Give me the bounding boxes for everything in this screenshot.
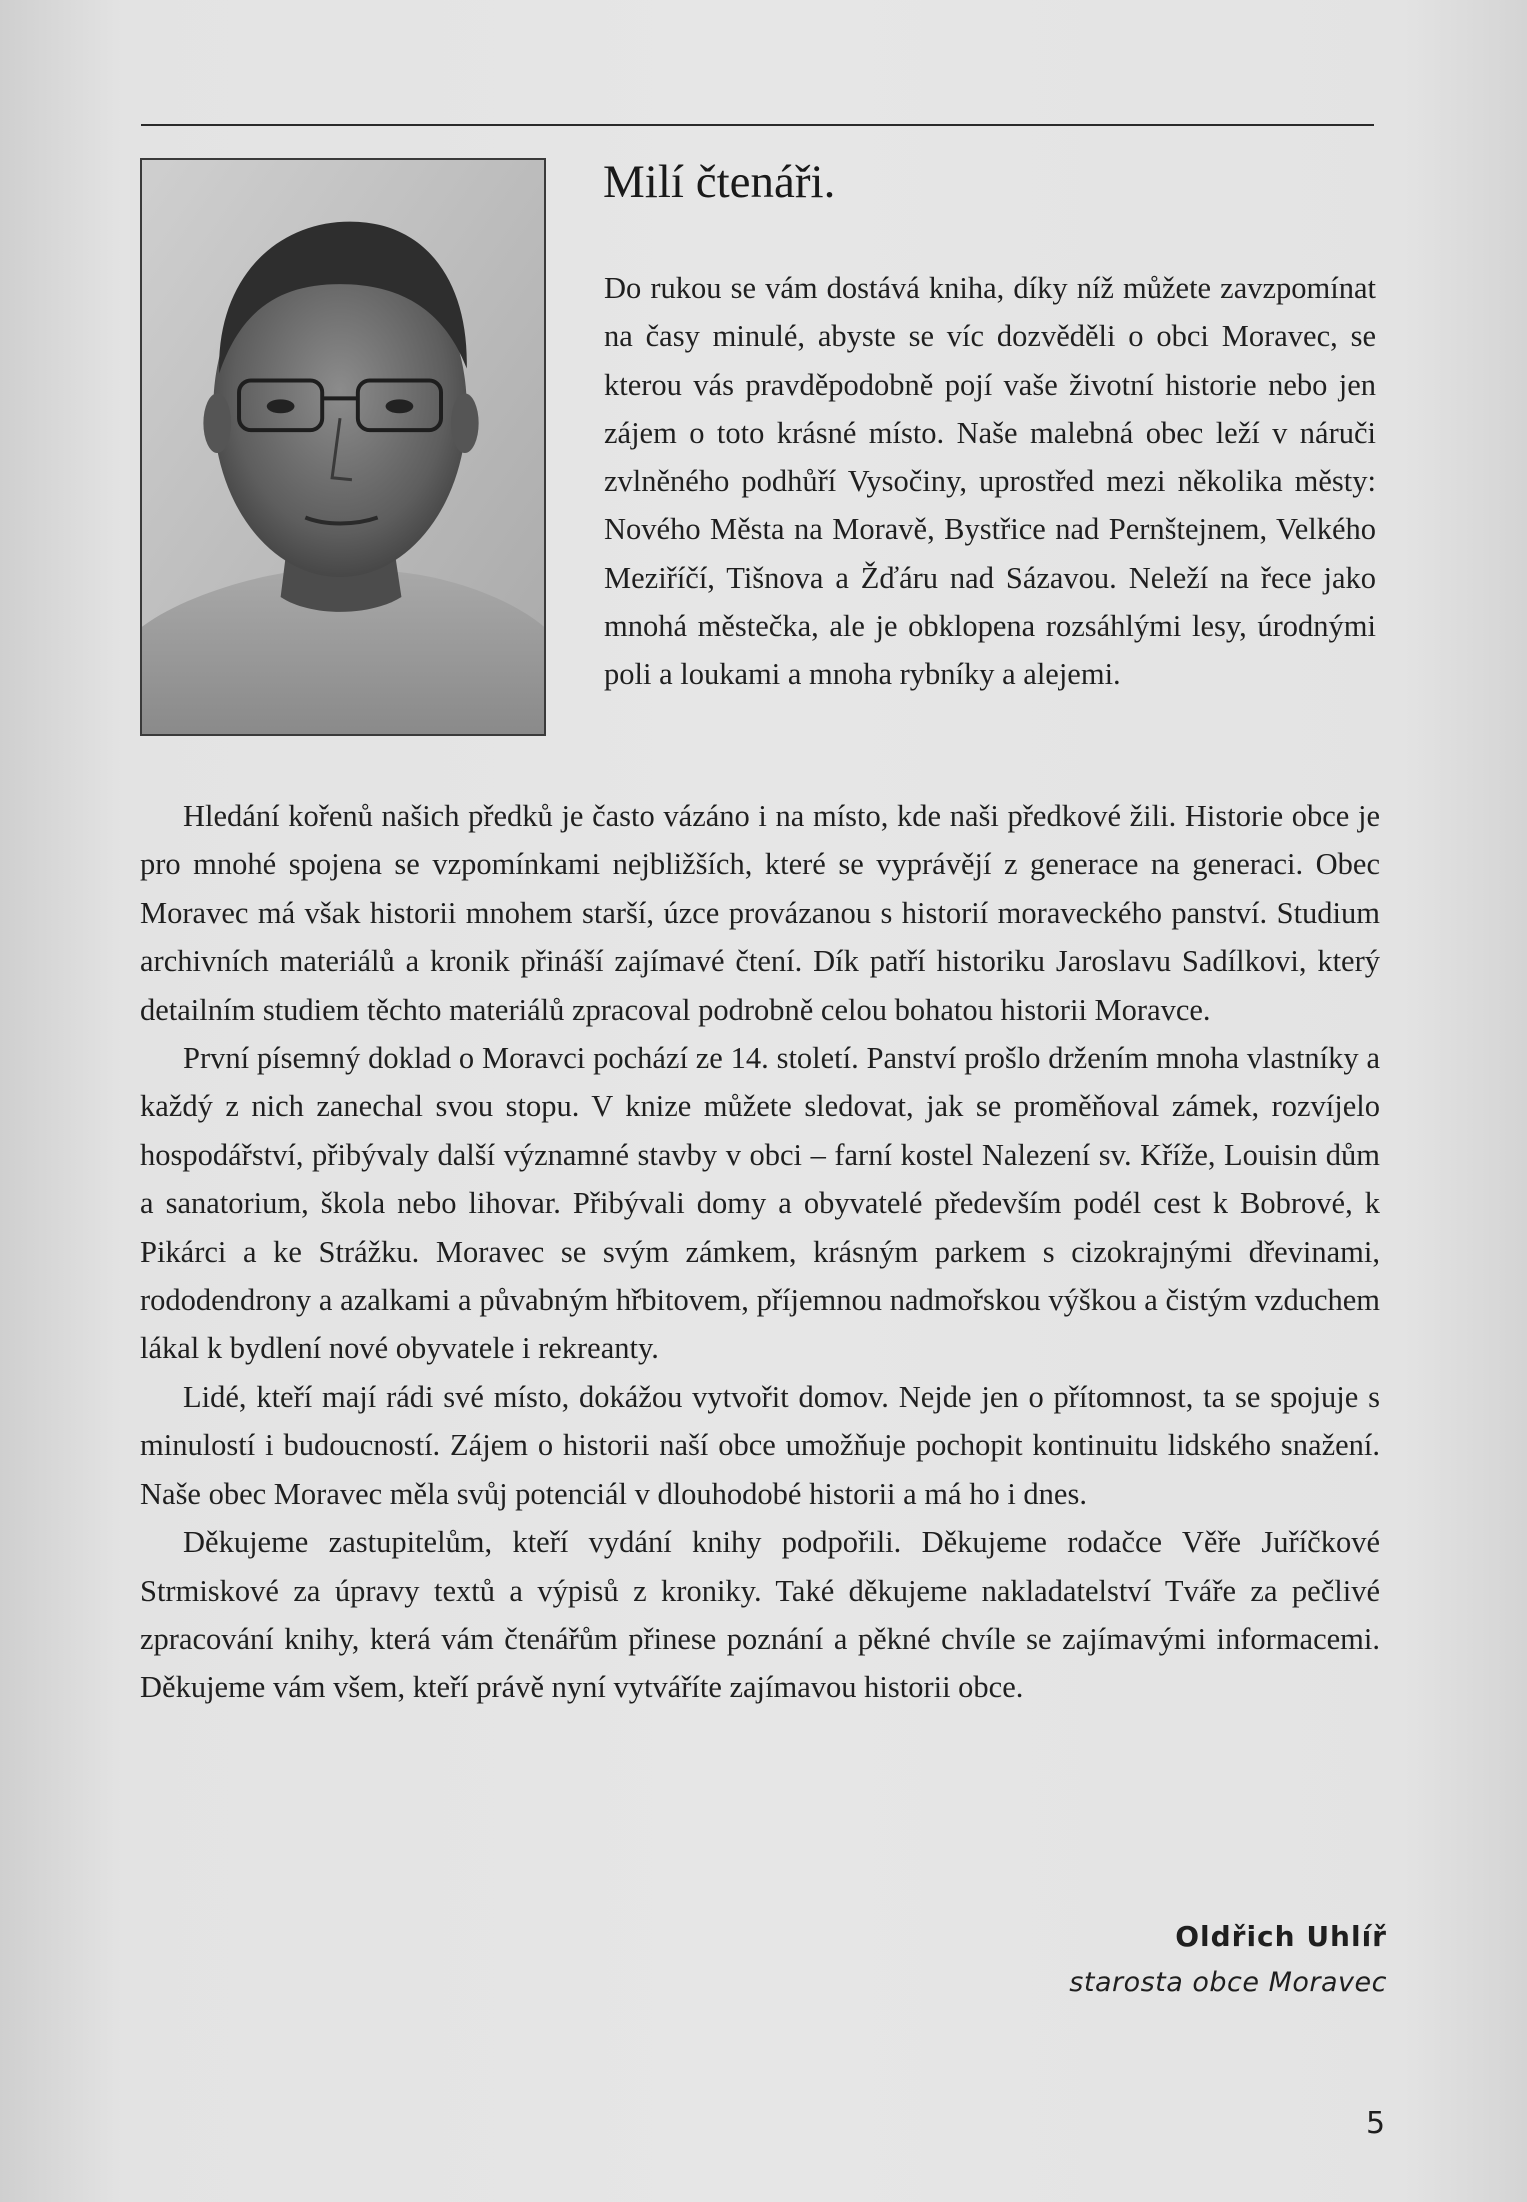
paragraph: Lidé, kteří mají rádi své místo, dokážou vytvořit domov. Nejde jen o přítomnost, ta se spojuje s minulostí i budoucností. Zájem o historii naší obce umožňuje pochopit kontinuitu lidského snažení. Naše obec Moravec měla svůj potenciál v dlouhodobé historii a má ho i dnes. [140, 1379, 1380, 1511]
author-photo [140, 158, 546, 736]
paragraph: První písemný doklad o Moravci pochází ze 14. století. Panství prošlo držením mnoha vlastníky a každý z nich zanechal svou stopu. V knize můžete sledovat, jak se proměňoval zámek, rozvíjelo hospodářství, přibývaly další významné stavby v obci – farní kostel Nalezení sv. Kříže, Louisin dům a sanatorium, škola nebo lihovar. Přibývali domy a obyvatelé především podél cest k Bobrové, k Pikárci a ke Strážku. Moravec se svým zámkem, krásným parkem s cizokrajnými dřevinami, rododendrony a azalkami a půvabným hřbitovem, příjemnou nadmořskou výškou a čistým vzduchem lákal k bydlení nové obyvatele i rekreanty. [140, 1041, 1380, 1366]
signature-name: Oldřich Uhlíř [1175, 1920, 1387, 1953]
top-rule [141, 124, 1374, 126]
paragraph: Hledání kořenů našich předků je často vázáno i na místo, kde naši předkové žili. Historie obce je pro mnohé spojena se vzpomínkami nejbližších, které se vyprávějí z generace na generaci. Obec Moravec má však historii mnohem starší, úzce provázanou s historií moraveckého panství. Studium archivních materiálů a kronik přináší zajímavé čtení. Dík patří historiku Jaroslavu Sadílkovi, který detailním studiem těchto materiálů zpracoval podrobně celou bohatou historii Moravce. [140, 799, 1380, 1027]
signature [1069, 1912, 1387, 2004]
intro-paragraph: Do rukou se vám dostává kniha, díky níž můžete zavzpomínat na časy minulé, abyste se víc dozvěděli o obci Moravec, se kterou vás pravděpodobně pojí vaše životní historie nebo jen zájem o toto krásné místo. Naše malebná obec leží v náruči zvlněného podhůří Vysočiny, uprostřed mezi několika městy: Nového Města na Moravě, Bystřice nad Pernštejnem, Velkého Meziříčí, Tišnova a Žďáru nad Sázavou. Neleží na řece jako mnohá městečka, ale je obklopena rozsáhlými lesy, úrodnými poli a loukami a mnoha rybníky a alejemi. [604, 271, 1376, 692]
body-text [140, 792, 1380, 1712]
page-number: 5 [1366, 2106, 1386, 2141]
page-heading: Milí čtenáři. [603, 156, 836, 208]
signature-role: starosta obce Moravec [1069, 1967, 1387, 1998]
paragraph: Děkujeme zastupitelům, kteří vydání knihy podpořili. Děkujeme rodačce Věře Juříčkové Strmiskové za úpravy textů a výpisů z kroniky. Také děkujeme nakladatelství Tváře za pečlivé zpracování knihy, která vám čtenářům přinese poznání a pěkné chvíle se zajímavými informacemi. Děkujeme vám všem, kteří právě nyní vytváříte zajímavou historii obce. [140, 1525, 1380, 1705]
portrait-photo-icon [142, 160, 544, 734]
